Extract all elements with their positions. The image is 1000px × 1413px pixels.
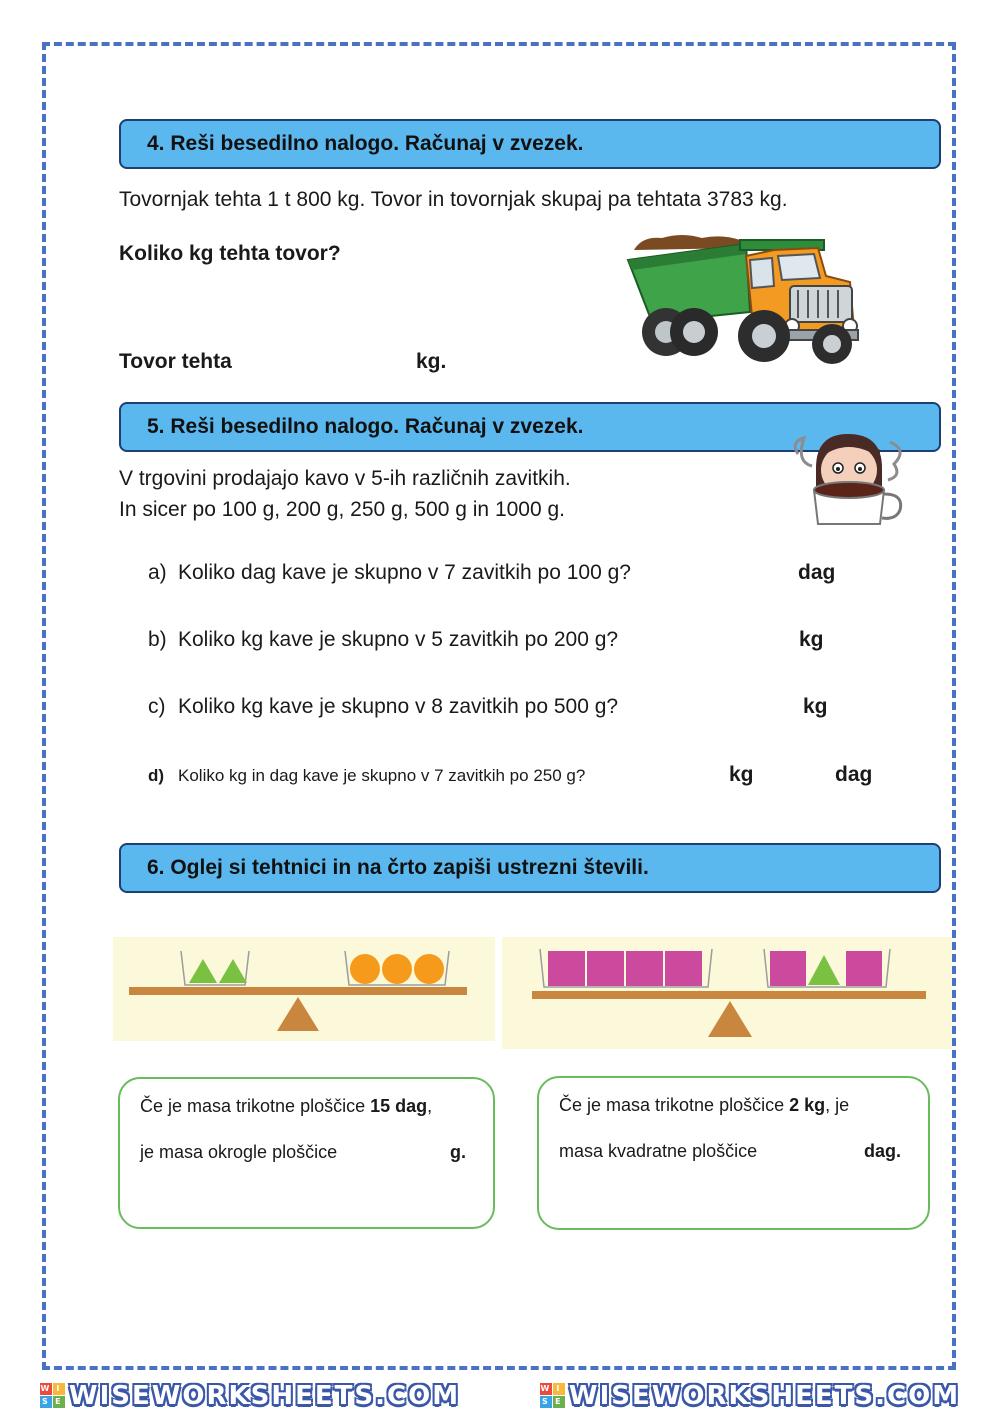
task5-question-a-unit: dag	[798, 561, 836, 584]
task5-question-c	[148, 695, 618, 719]
task5-question-a	[148, 561, 631, 585]
task4-header	[119, 119, 941, 169]
question-text: Koliko dag kave je skupno v 7 zavitkih po 100 g?	[178, 561, 631, 584]
task4-answer-unit: kg.	[416, 350, 447, 373]
box1-line1-pre: Če je masa trikotne ploščice	[140, 1096, 371, 1116]
question-letter: d)	[148, 766, 165, 785]
task5-question-d-unit-dag: dag	[835, 763, 873, 786]
square-tile	[665, 951, 702, 986]
question-text: Koliko kg in dag kave je skupno v 7 zavitkih po 250 g?	[178, 766, 586, 785]
task5-statement-line1: V trgovini prodajajo kavo v 5-ih različnih zavitkih.	[119, 467, 571, 490]
box1-line1-post: ,	[427, 1096, 433, 1116]
answer-box-2-unit: dag.	[864, 1141, 902, 1161]
answer-box-1	[118, 1077, 495, 1229]
circle-tile	[414, 954, 444, 984]
square-tile	[846, 951, 882, 986]
scale1-scene	[113, 937, 495, 1041]
task5-statement-line2: In sicer po 100 g, 200 g, 250 g, 500 g in 1000 g.	[119, 498, 566, 521]
answer-box-2-line2: masa kvadratne ploščice	[559, 1141, 758, 1161]
task4-statement: Tovornjak tehta 1 t 800 kg. Tovor in tovornjak skupaj pa tehtata 3783 kg.	[119, 188, 788, 211]
scale2-scene	[502, 937, 952, 1049]
square-tile	[626, 951, 663, 986]
task6-header	[119, 843, 941, 893]
task4-header-text: 4. Reši besedilno nalogo. Računaj v zvezek.	[147, 132, 584, 155]
triangle-tile	[189, 959, 217, 983]
task5-question-c-unit: kg	[803, 695, 828, 718]
task4-question: Koliko kg tehta tovor?	[119, 242, 341, 265]
box2-line1-post: , je	[825, 1095, 850, 1115]
box2-line1-bold: 2 kg	[789, 1095, 826, 1115]
brand-mark-icon: W I S E	[40, 1383, 65, 1408]
task6-header-text: 6. Oglej si tehtnici in na črto zapiši ustrezni števili.	[147, 856, 649, 879]
triangle-tile	[219, 959, 247, 983]
brand-text: WISEWORKSHEETS.COM	[68, 1380, 461, 1411]
task4-answer-prefix: Tovor tehta	[119, 350, 232, 373]
question-letter: b)	[148, 628, 167, 651]
circle-tile	[350, 954, 380, 984]
task5-question-b-unit: kg	[799, 628, 824, 651]
answer-box-1-line1	[140, 1096, 432, 1117]
circle-tile	[382, 954, 412, 984]
question-text: Koliko kg kave je skupno v 8 zavitkih po 500 g?	[178, 695, 619, 718]
question-text: Koliko kg kave je skupno v 5 zavitkih po 200 g?	[178, 628, 619, 651]
balance-scale-1	[113, 937, 495, 1041]
brand-logo-1	[40, 1381, 460, 1411]
brand-logo-2	[540, 1381, 960, 1411]
triangle-tile	[808, 955, 840, 985]
footer-branding	[0, 1378, 1000, 1413]
task5-question-b	[148, 628, 618, 652]
square-tile	[770, 951, 806, 986]
question-letter: c)	[148, 695, 166, 718]
square-tile	[587, 951, 624, 986]
answer-box-2	[537, 1076, 930, 1230]
answer-box-2-line1	[559, 1095, 849, 1116]
task5-header-text: 5. Reši besedilno nalogo. Računaj v zvezek.	[147, 415, 584, 438]
answer-box-1-line2: je masa okrogle ploščice	[140, 1142, 338, 1162]
square-tile	[548, 951, 585, 986]
task5-question-d	[148, 766, 585, 786]
brand-text: WISEWORKSHEETS.COM	[568, 1380, 961, 1411]
coffee-girl-illustration	[790, 428, 910, 526]
brand-mark-icon: W I S E	[540, 1383, 565, 1408]
dump-truck-illustration	[622, 226, 862, 368]
balance-scale-2	[502, 937, 952, 1049]
answer-box-1-unit: g.	[450, 1142, 466, 1162]
box1-line1-bold: 15 dag	[370, 1096, 428, 1116]
task5-question-d-unit-kg: kg	[729, 763, 754, 786]
question-letter: a)	[148, 561, 167, 584]
box2-line1-pre: Če je masa trikotne ploščice	[559, 1095, 790, 1115]
